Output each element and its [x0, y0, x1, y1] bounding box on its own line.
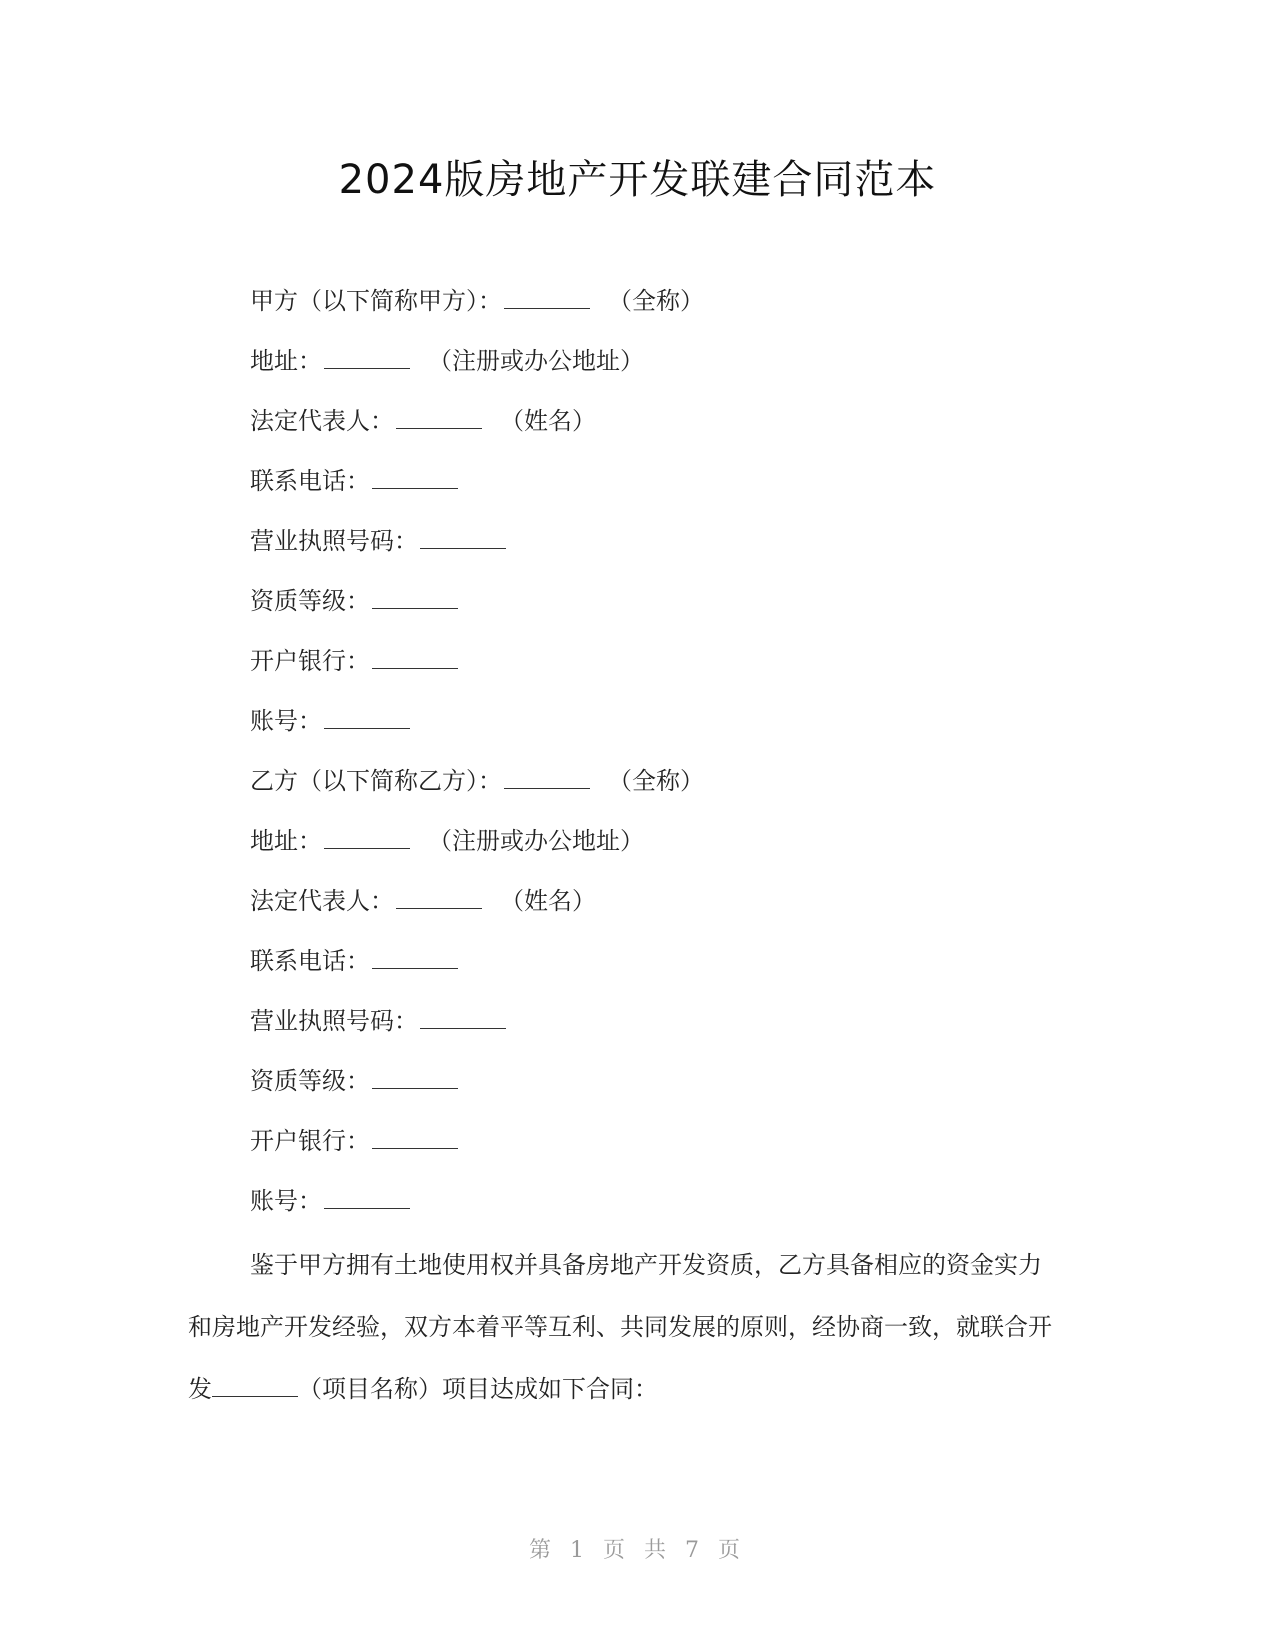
preamble-line-2: 和房地产开发经验，双方本着平等互利、共同发展的原则，经协商一致，就联合开 — [188, 1313, 1052, 1341]
party-a-rep-note: （姓名） — [500, 407, 596, 435]
party-a-bank-line — [250, 645, 458, 677]
party-b-qualification-label: 资质等级： — [250, 1067, 370, 1095]
party-a-qualification-label: 资质等级： — [250, 587, 370, 615]
page-footer: 第 1 页 共 7 页 — [529, 1538, 746, 1563]
party-a-rep-blank — [396, 406, 482, 429]
party-a-qualification-blank — [372, 586, 458, 609]
preamble-line-3 — [188, 1358, 1088, 1420]
party-b-qualification-blank — [372, 1066, 458, 1089]
party-a-name-line — [250, 285, 704, 317]
party-a-phone-blank — [372, 466, 458, 489]
party-a-name-note: （全称） — [608, 287, 704, 315]
party-a-qualification-line — [250, 585, 458, 617]
party-a-license-label: 营业执照号码： — [250, 527, 418, 555]
party-a-account-label: 账号： — [250, 707, 322, 735]
party-b-license-line — [250, 1005, 506, 1037]
party-a-account-line — [250, 705, 410, 737]
party-b-name-label: 乙方（以下简称乙方）： — [250, 767, 502, 795]
party-b-address-line — [250, 825, 644, 857]
party-b-phone-line — [250, 945, 458, 977]
party-b-account-line — [250, 1185, 410, 1217]
party-a-name-label: 甲方（以下简称甲方）： — [250, 287, 502, 315]
preamble-line-3-end: （项目名称）项目达成如下合同： — [298, 1375, 658, 1403]
party-a-address-line — [250, 345, 644, 377]
party-a-bank-label: 开户银行： — [250, 647, 370, 675]
party-b-bank-blank — [372, 1126, 458, 1149]
party-b-rep-note: （姓名） — [500, 887, 596, 915]
party-b-bank-line — [250, 1125, 458, 1157]
party-b-name-blank — [504, 766, 590, 789]
party-a-address-label: 地址： — [250, 347, 322, 375]
party-b-account-label: 账号： — [250, 1187, 322, 1215]
party-a-license-line — [250, 525, 506, 557]
party-b-phone-label: 联系电话： — [250, 947, 370, 975]
preamble-paragraph — [188, 1234, 1088, 1420]
party-a-bank-blank — [372, 646, 458, 669]
party-a-name-blank — [504, 286, 590, 309]
party-b-name-note: （全称） — [608, 767, 704, 795]
party-a-rep-label: 法定代表人： — [250, 407, 394, 435]
party-a-rep-line — [250, 405, 596, 437]
party-b-rep-line — [250, 885, 596, 917]
preamble-line-3-start: 发 — [188, 1375, 212, 1403]
party-a-license-blank — [420, 526, 506, 549]
party-a-account-blank — [324, 706, 410, 729]
party-b-name-line — [250, 765, 704, 797]
party-b-address-blank — [324, 826, 410, 849]
party-b-address-note: （注册或办公地址） — [428, 827, 644, 855]
party-b-rep-label: 法定代表人： — [250, 887, 394, 915]
preamble-line-1: 鉴于甲方拥有土地使用权并具备房地产开发资质，乙方具备相应的资金实力 — [250, 1251, 1042, 1279]
party-a-address-note: （注册或办公地址） — [428, 347, 644, 375]
party-a-address-blank — [324, 346, 410, 369]
party-b-license-blank — [420, 1006, 506, 1029]
party-b-qualification-line — [250, 1065, 458, 1097]
party-a-phone-label: 联系电话： — [250, 467, 370, 495]
party-b-address-label: 地址： — [250, 827, 322, 855]
party-b-account-blank — [324, 1186, 410, 1209]
party-a-phone-line — [250, 465, 458, 497]
document-title: 2024版房地产开发联建合同范本 — [338, 157, 937, 203]
project-name-blank — [212, 1374, 298, 1397]
party-b-bank-label: 开户银行： — [250, 1127, 370, 1155]
party-b-rep-blank — [396, 886, 482, 909]
party-b-license-label: 营业执照号码： — [250, 1007, 418, 1035]
party-b-phone-blank — [372, 946, 458, 969]
